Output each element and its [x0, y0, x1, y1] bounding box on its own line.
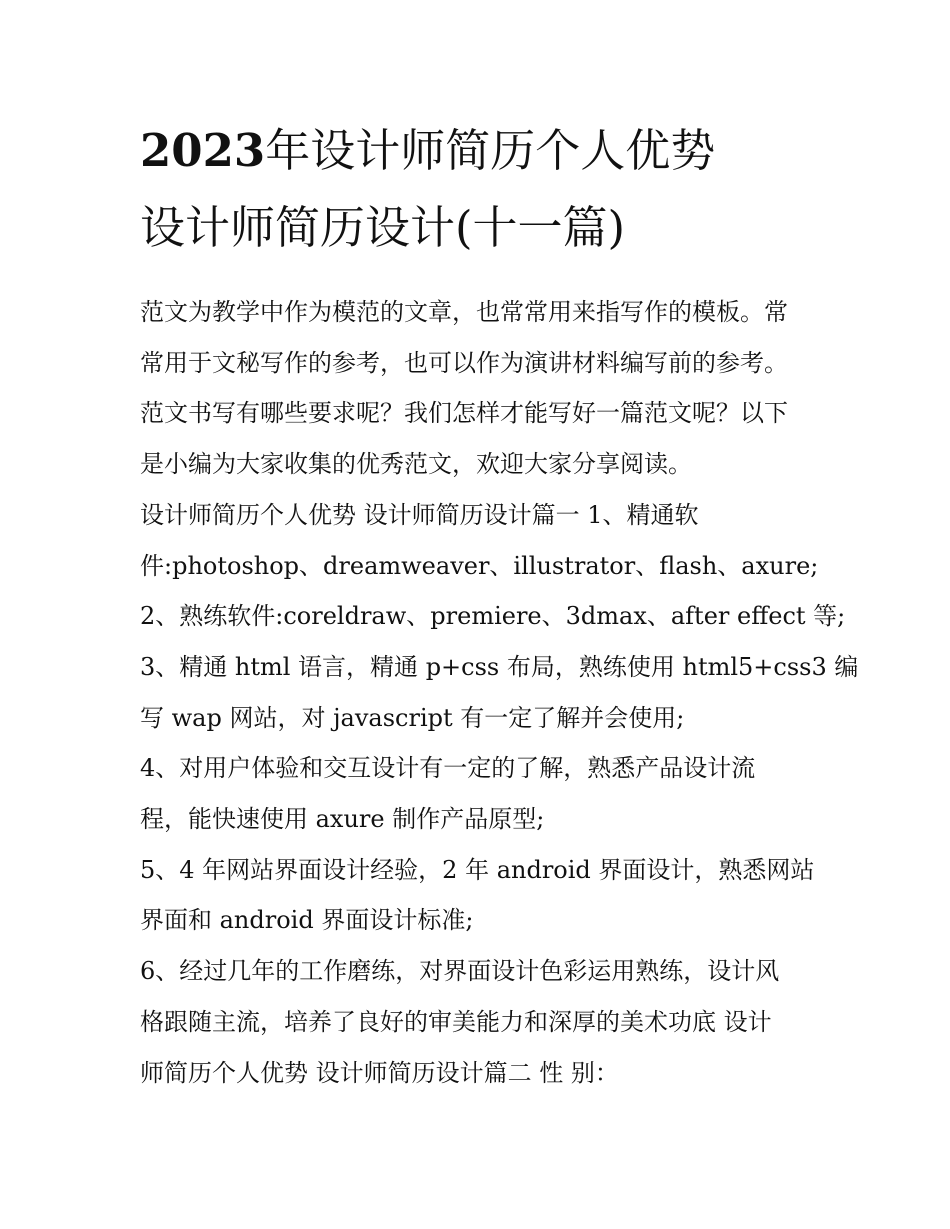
title-line-2: 设计师简历设计(十一篇)	[140, 201, 626, 254]
content-line: 写 wap 网站，对 javascript 有一定了解并会使用;	[140, 703, 685, 732]
intro-line: 是小编为大家收集的优秀范文，欢迎大家分享阅读。	[140, 450, 692, 479]
content-line: 2、熟练软件:coreldraw、premiere、3dmax、after effect 等;	[140, 602, 846, 631]
document-page	[140, 112, 859, 1098]
content-line: 格跟随主流，培养了良好的审美能力和深厚的美术功底 设计	[140, 1007, 772, 1036]
intro-line: 范文为教学中作为模范的文章，也常常用来指写作的模板。常	[140, 298, 788, 326]
intro-paragraph	[140, 287, 820, 490]
content-line: 3、精通 html 语言，精通 p+css 布局，熟练使用 html5+css3 编	[140, 652, 859, 681]
intro-line: 范文书写有哪些要求呢？我们怎样才能写好一篇范文呢？以下	[140, 399, 788, 428]
title-line-1	[140, 112, 820, 189]
content-line: 5、4 年网站界面设计经验，2 年 android 界面设计，熟悉网站	[140, 855, 815, 884]
title-year: 2023	[140, 124, 266, 177]
content-line: 设计师简历个人优势 设计师简历设计篇一 1、精通软	[140, 500, 699, 529]
content-section	[140, 490, 859, 1098]
content-line: 界面和 android 界面设计标准;	[140, 906, 474, 935]
document-title	[140, 112, 820, 266]
content-line: 4、对用户体验和交互设计有一定的了解，熟悉产品设计流	[140, 754, 756, 783]
content-line: 程，能快速使用 axure 制作产品原型;	[140, 805, 545, 834]
content-line: 师简历个人优势 设计师简历设计篇二 性 别：	[140, 1058, 619, 1087]
title-line-1-text: 年设计师简历个人优势	[265, 124, 716, 177]
content-line: 件:photoshop、dreamweaver、illustrator、flash、axure;	[140, 551, 819, 580]
intro-line: 常用于文秘写作的参考，也可以作为演讲材料编写前的参考。	[140, 348, 788, 377]
content-line: 6、经过几年的工作磨练，对界面设计色彩运用熟练，设计风	[140, 957, 780, 986]
